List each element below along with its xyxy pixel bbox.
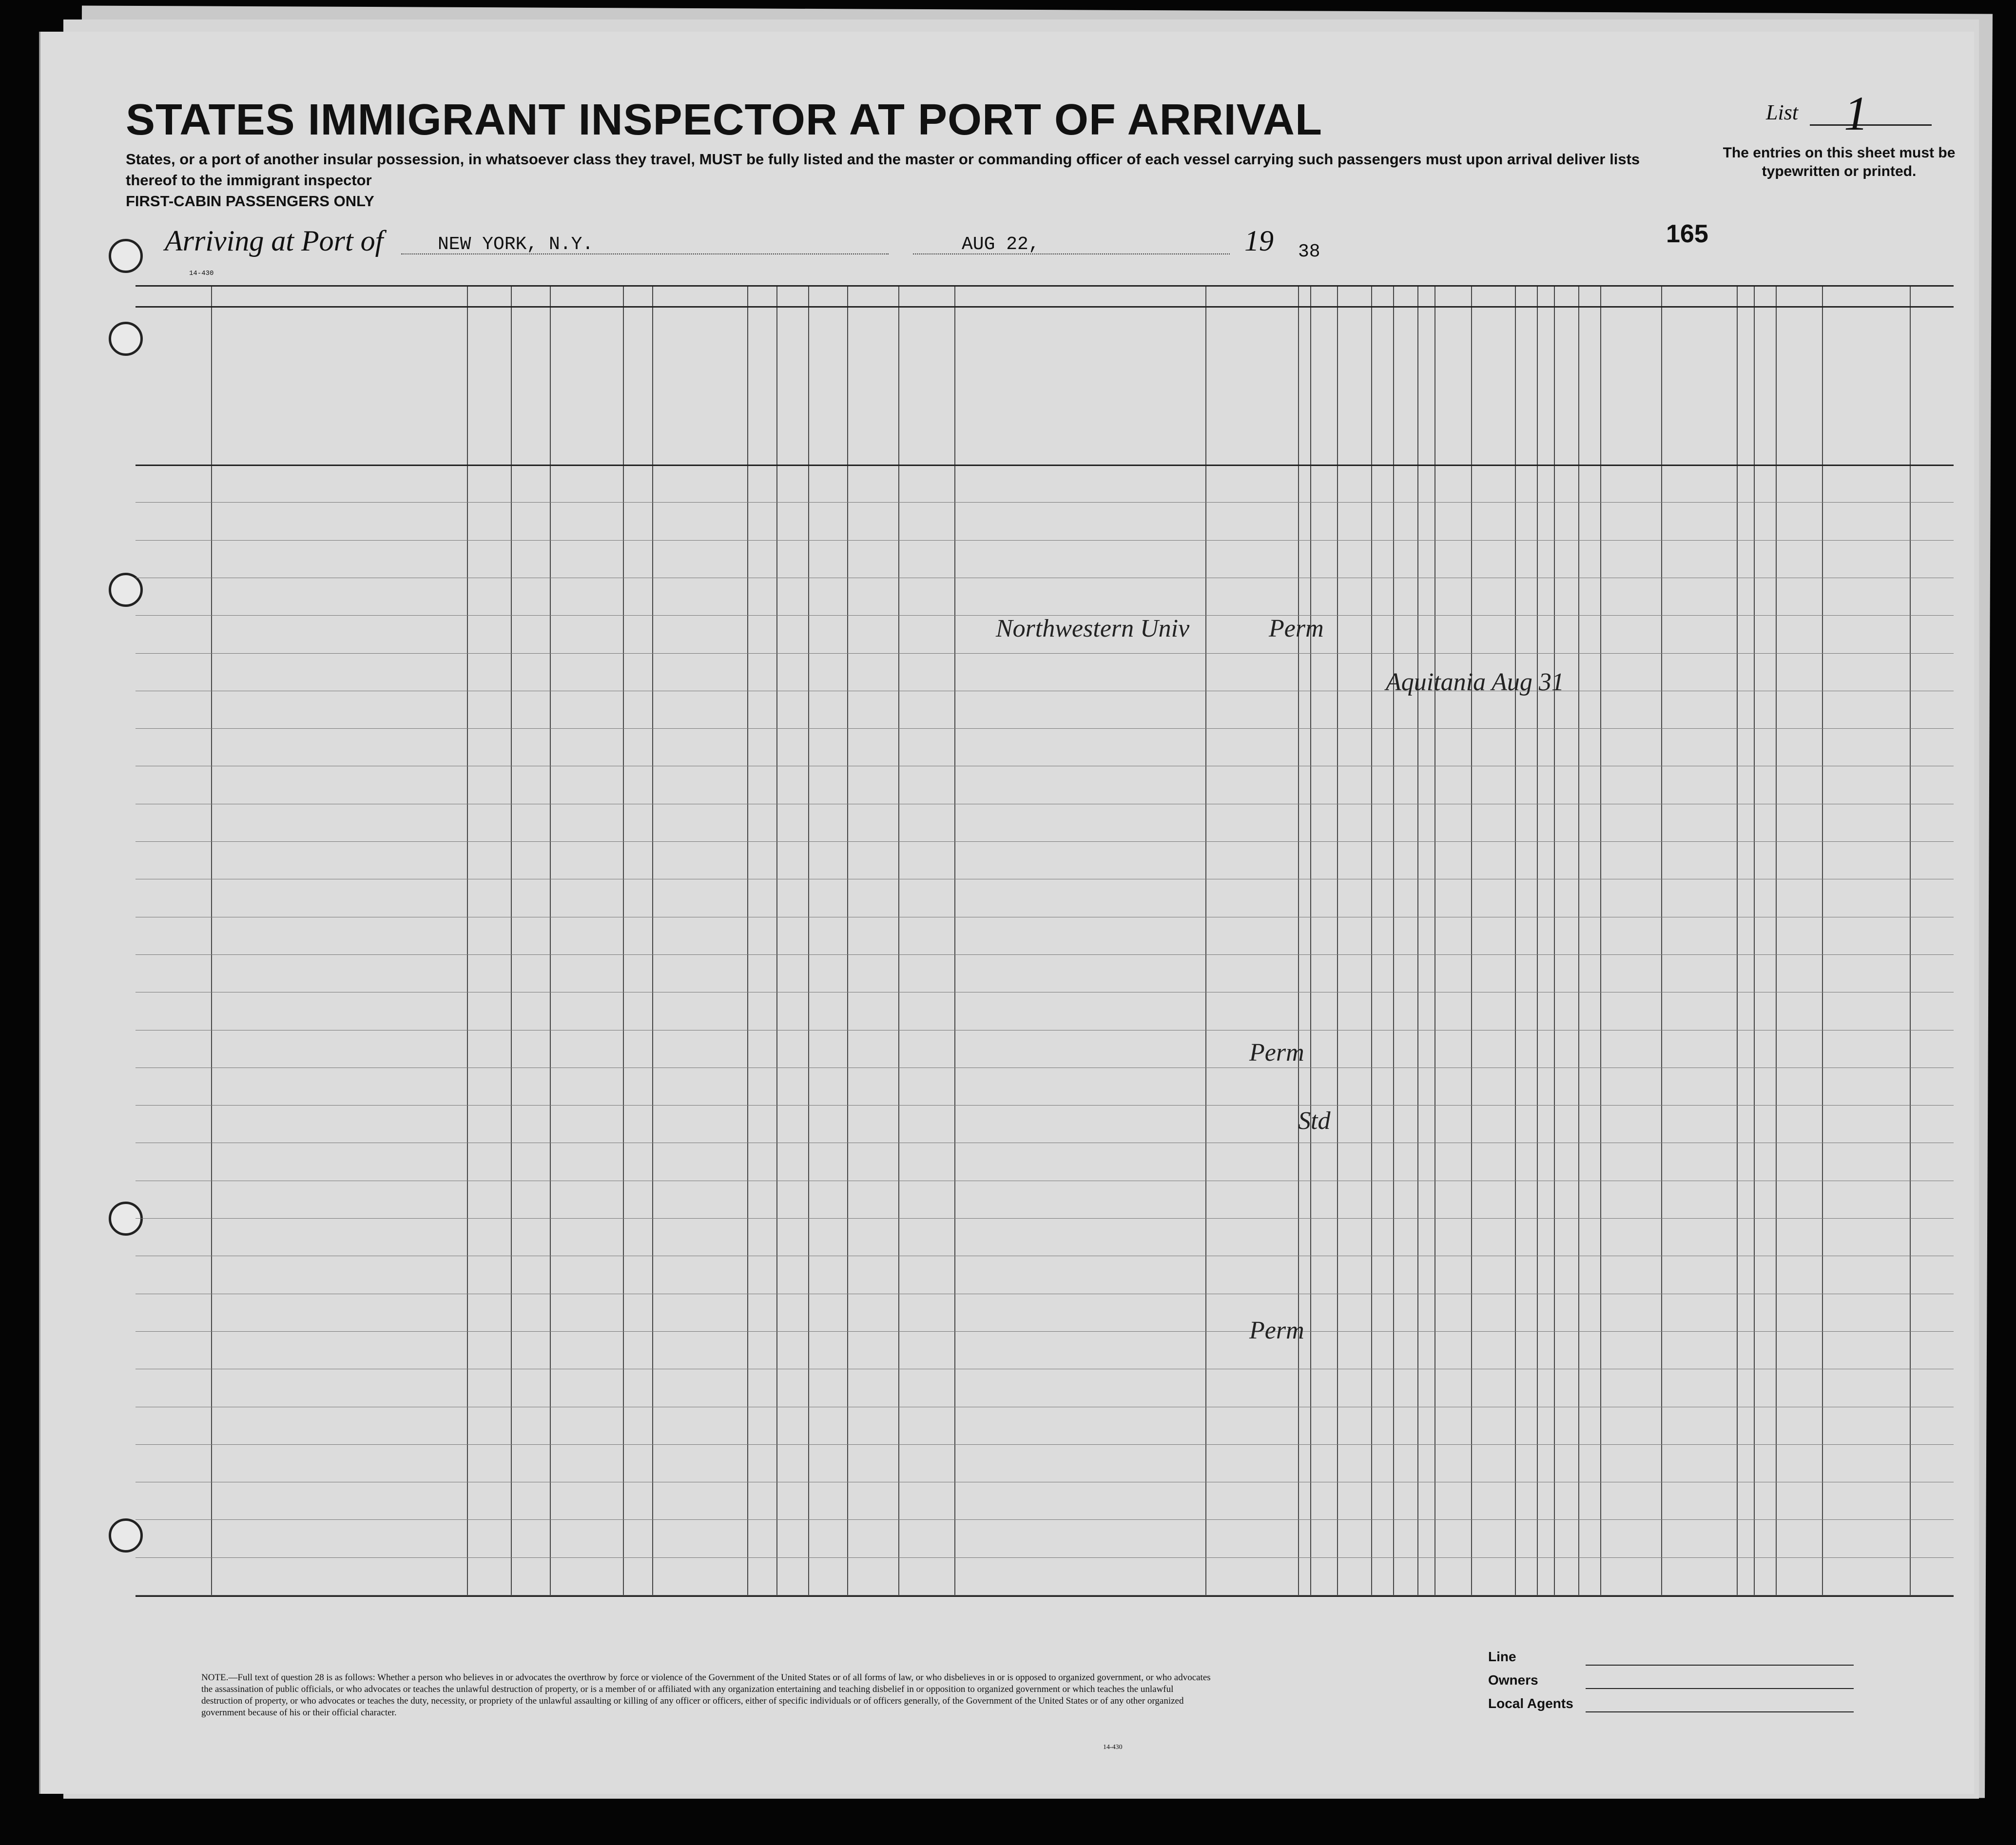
row-rule <box>136 1557 1954 1558</box>
footer-form-code: 14-430 <box>1103 1744 1123 1751</box>
column-divider <box>550 287 551 1595</box>
handwritten-annotation: Std <box>1298 1107 1331 1135</box>
row-rule <box>136 728 1954 729</box>
column-divider <box>1298 287 1299 1595</box>
column-divider <box>1537 287 1538 1595</box>
column-header <box>1778 316 1820 457</box>
row-rule <box>136 540 1954 541</box>
column-header <box>625 316 650 457</box>
column-divider <box>1434 287 1435 1595</box>
column-divider <box>954 287 955 1595</box>
list-number: 1 <box>1844 86 1868 140</box>
row-rule <box>136 653 1954 654</box>
row-rule <box>136 1444 1954 1445</box>
date-value: AUG 22, <box>962 234 1040 255</box>
row-rule <box>136 502 1954 503</box>
column-divider <box>1337 287 1338 1595</box>
page-subtitle <box>126 149 1686 212</box>
handwritten-annotation: Northwestern Univ <box>996 615 1190 642</box>
column-divider <box>1600 287 1601 1595</box>
manifest-table <box>136 285 1954 1597</box>
subtitle-line: States, or a port of another insular possession, in whatsoever class they travel, MUST be fully listed and the master or commanding officer of each vessel carrying such passengers must upon arrival deliver lists thereof to the immigrant inspector <box>126 151 1640 189</box>
column-divider <box>1471 287 1472 1595</box>
column-divider <box>211 287 212 1595</box>
row-rule <box>136 841 1954 842</box>
footer-line-label: Line <box>1488 1649 1516 1664</box>
list-label: List <box>1766 100 1799 124</box>
entries-note: The entries on this sheet must be typewritten or printed. <box>1723 145 1956 179</box>
column-header <box>1419 316 1433 457</box>
footer-line-rule <box>1586 1665 1854 1666</box>
column-divider <box>1554 287 1555 1595</box>
handwritten-annotation: Perm <box>1269 615 1324 642</box>
column-divider <box>623 287 624 1595</box>
footer-agents-label: Local Agents <box>1488 1696 1573 1711</box>
column-header <box>1556 316 1576 457</box>
column-divider <box>652 287 653 1595</box>
row-rule <box>136 954 1954 955</box>
arriving-label: Arriving at Port of <box>165 225 384 257</box>
handwritten-annotation: Aquitania Aug 31 <box>1386 668 1564 696</box>
page-title: STATES IMMIGRANT INSPECTOR AT PORT OF ARRIVAL <box>126 96 1322 144</box>
subtitle-first-cabin: FIRST-CABIN PASSENGERS ONLY <box>126 193 374 210</box>
column-header <box>1395 316 1415 457</box>
form-code: 14-430 <box>189 270 214 277</box>
row-rule <box>136 1105 1954 1106</box>
header-divider <box>136 306 1954 308</box>
column-divider <box>747 287 748 1595</box>
column-divider <box>1393 287 1394 1595</box>
column-divider <box>1754 287 1755 1595</box>
port-value: NEW YORK, N.Y. <box>438 234 594 255</box>
column-divider <box>898 287 899 1595</box>
column-divider <box>467 287 468 1595</box>
column-header <box>1517 316 1535 457</box>
column-divider <box>808 287 809 1595</box>
footer-owners-label: Owners <box>1488 1672 1538 1688</box>
year-prefix: 19 <box>1244 225 1274 257</box>
column-header <box>1739 316 1774 457</box>
date-line <box>913 253 1230 254</box>
column-header <box>749 316 775 457</box>
footer-owners-rule <box>1586 1688 1854 1689</box>
column-divider <box>511 287 512 1595</box>
footer-agents-rule <box>1586 1711 1854 1712</box>
column-divider <box>1371 287 1372 1595</box>
column-header <box>1473 316 1513 457</box>
column-divider <box>1822 287 1823 1595</box>
column-header <box>1539 316 1552 457</box>
column-divider <box>1776 287 1777 1595</box>
column-divider <box>1737 287 1738 1595</box>
row-rule <box>136 1519 1954 1520</box>
column-divider <box>1205 287 1206 1595</box>
column-divider <box>1578 287 1579 1595</box>
handwritten-annotation: Perm <box>1249 1039 1304 1067</box>
column-divider <box>1910 287 1911 1595</box>
column-divider <box>776 287 777 1595</box>
column-divider <box>1417 287 1418 1595</box>
column-header <box>1912 316 1952 457</box>
punch-hole <box>109 239 143 273</box>
column-divider <box>847 287 848 1595</box>
column-header <box>1436 316 1469 457</box>
year-suffix: 38 <box>1298 241 1320 262</box>
column-divider <box>1515 287 1516 1595</box>
row-rule <box>136 1331 1954 1332</box>
footnote-question-28: NOTE.—Full text of question 28 is as follows: Whether a person who believes in or advocates the overthrow by force or violence of the Government of the United States or of all forms of law, or who disbelieves in or is opposed to organized government, or who advocates the assassination of public officials, or who advocates or teaches the unlawful destruction of property, or is a member of or affiliated with any organization entertaining and teaching disbelief in or opposition to organized government or which teaches the unlawful destruction of property, or who advocates or teaches the duty, necessity, or propriety of the unlawful assaulting or killing of any officer or officers, either of specific individuals or of officers generally, of the Government of the United States or of any other organized government because of his or their official character. <box>201 1672 1211 1718</box>
column-divider <box>1661 287 1662 1595</box>
list-underline <box>1810 124 1932 126</box>
handwritten-annotation: Perm <box>1249 1317 1304 1344</box>
serial-number: 165 <box>1666 220 1708 248</box>
column-divider <box>1310 287 1311 1595</box>
manifest-page <box>39 32 1974 1794</box>
row-rule <box>136 1218 1954 1219</box>
header-bottom <box>136 465 1954 466</box>
